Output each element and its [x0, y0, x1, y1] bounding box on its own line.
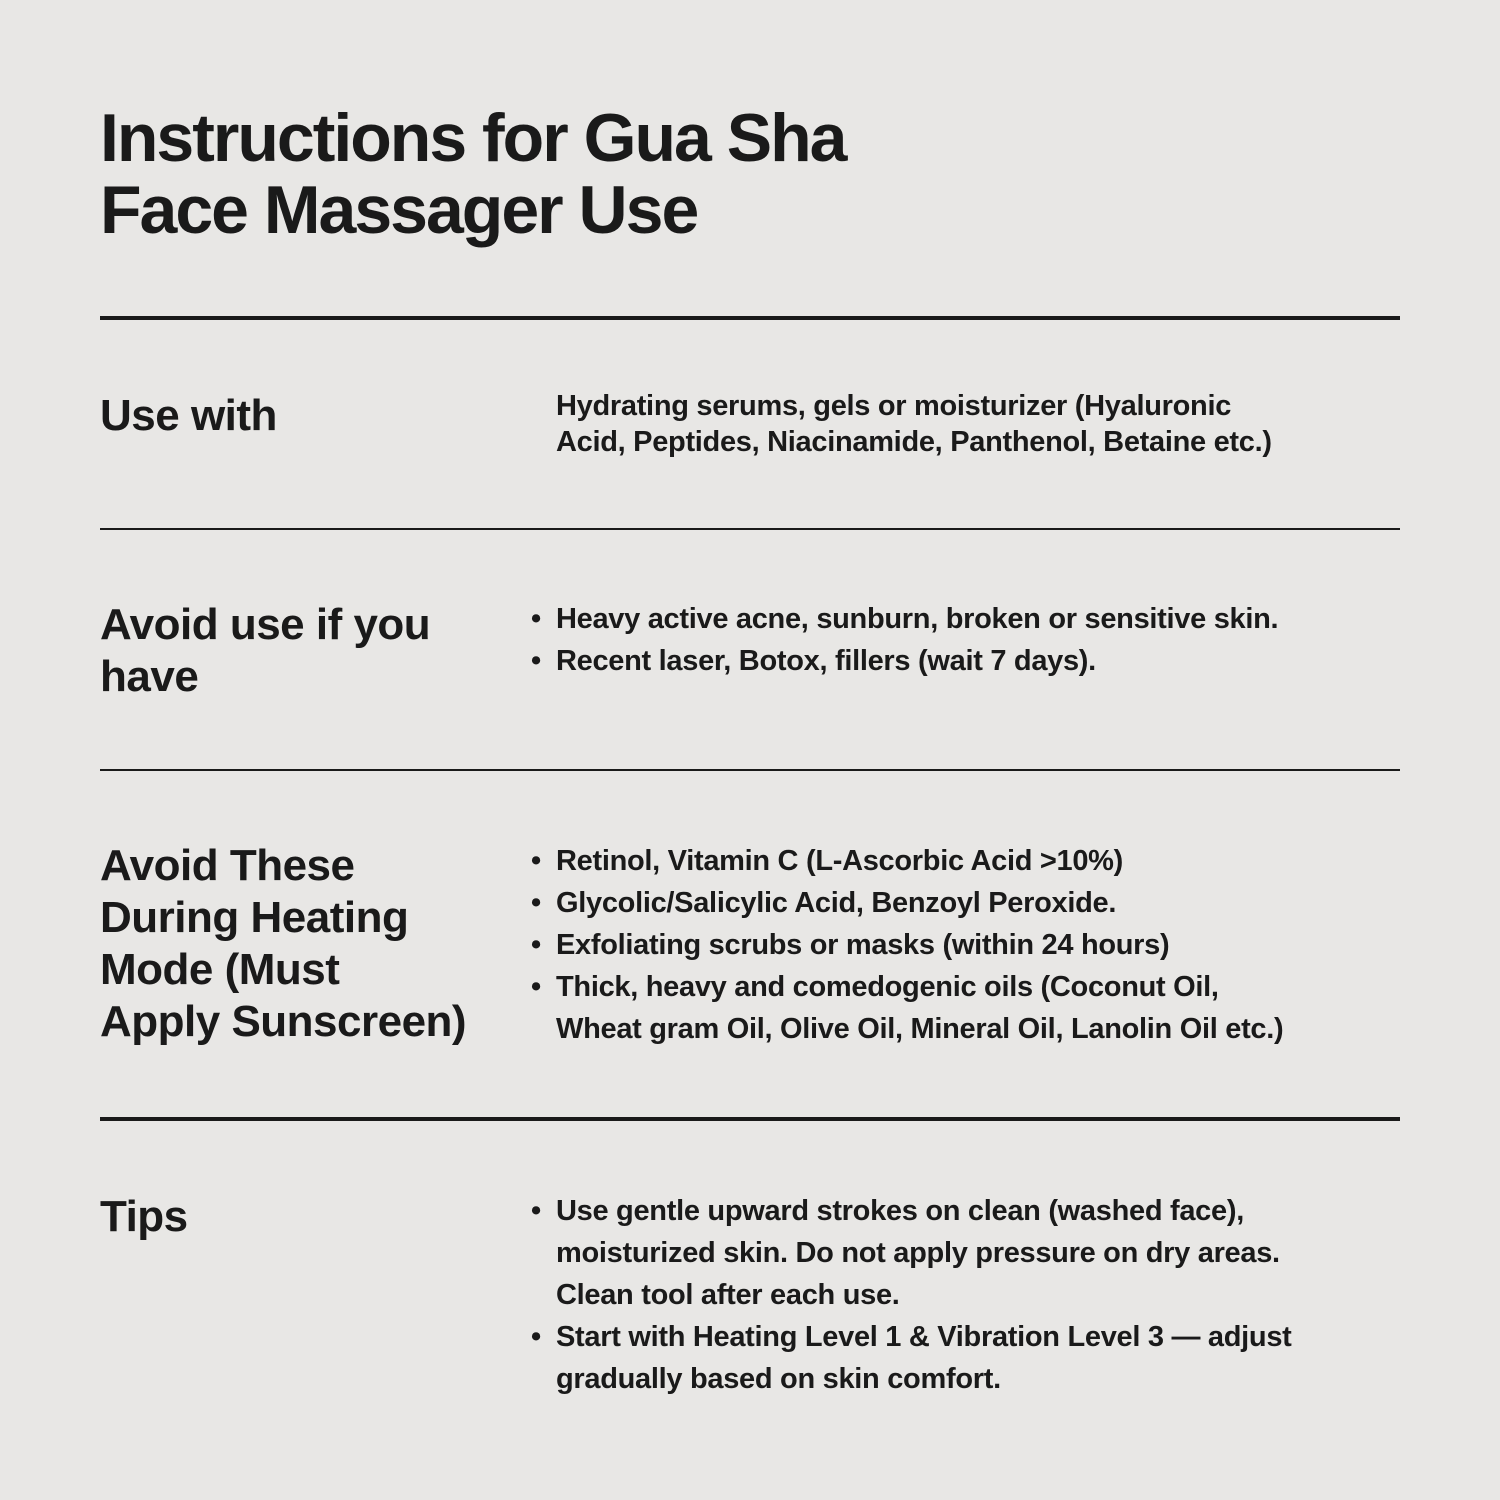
- title-line: Instructions for Gua Sha: [100, 100, 846, 176]
- section-label-heating-mode: Avoid These During Heating Mode (Must Apply Sunscreen): [100, 841, 467, 1046]
- divider: [100, 769, 1400, 771]
- section-list-tips: [527, 1190, 1397, 1400]
- bullet-icon: •: [531, 887, 541, 919]
- section-text-use-with: Hydrating serums, gels or moisturizer (Hyaluronic Acid, Peptides, Niacinamide, Panthenol, Betaine etc.): [556, 390, 1272, 458]
- title-line: Face Massager Use: [100, 172, 698, 248]
- bullet-icon: •: [531, 971, 541, 1003]
- list-item: • Exfoliating scrubs or masks (within 24 hours): [527, 924, 1397, 966]
- bullet-icon: •: [531, 845, 541, 877]
- bullet-icon: •: [531, 603, 541, 635]
- list-item: • Heavy active acne, sunburn, broken or sensitive skin.: [527, 598, 1397, 640]
- bullet-icon: •: [531, 929, 541, 961]
- section-label-tips: Tips: [100, 1192, 188, 1241]
- list-item: • Glycolic/Salicylic Acid, Benzoyl Peroxide.: [527, 882, 1397, 924]
- list-item: • Start with Heating Level 1 & Vibration Level 3 — adjust gradually based on skin comfort.: [527, 1316, 1397, 1400]
- section-label-avoid-use: Avoid use if you have: [100, 600, 431, 701]
- list-item: • Retinol, Vitamin C (L-Ascorbic Acid >10%): [527, 840, 1397, 882]
- list-item: • Thick, heavy and comedogenic oils (Coconut Oil, Wheat gram Oil, Olive Oil, Mineral Oil, Lanolin Oil etc.): [527, 966, 1397, 1050]
- divider: [100, 316, 1400, 320]
- bullet-icon: •: [531, 1321, 541, 1353]
- page-title: [100, 102, 1100, 246]
- divider: [100, 528, 1400, 530]
- bullet-icon: •: [531, 645, 541, 677]
- list-item: • Use gentle upward strokes on clean (washed face), moisturized skin. Do not apply pressure on dry areas. Clean tool after each use.: [527, 1190, 1397, 1316]
- section-list-avoid-use: [527, 598, 1397, 682]
- list-item: • Recent laser, Botox, fillers (wait 7 days).: [527, 640, 1397, 682]
- divider: [100, 1117, 1400, 1121]
- bullet-icon: •: [531, 1195, 541, 1227]
- section-label-use-with: Use with: [100, 391, 277, 440]
- section-list-heating-mode: [527, 840, 1397, 1050]
